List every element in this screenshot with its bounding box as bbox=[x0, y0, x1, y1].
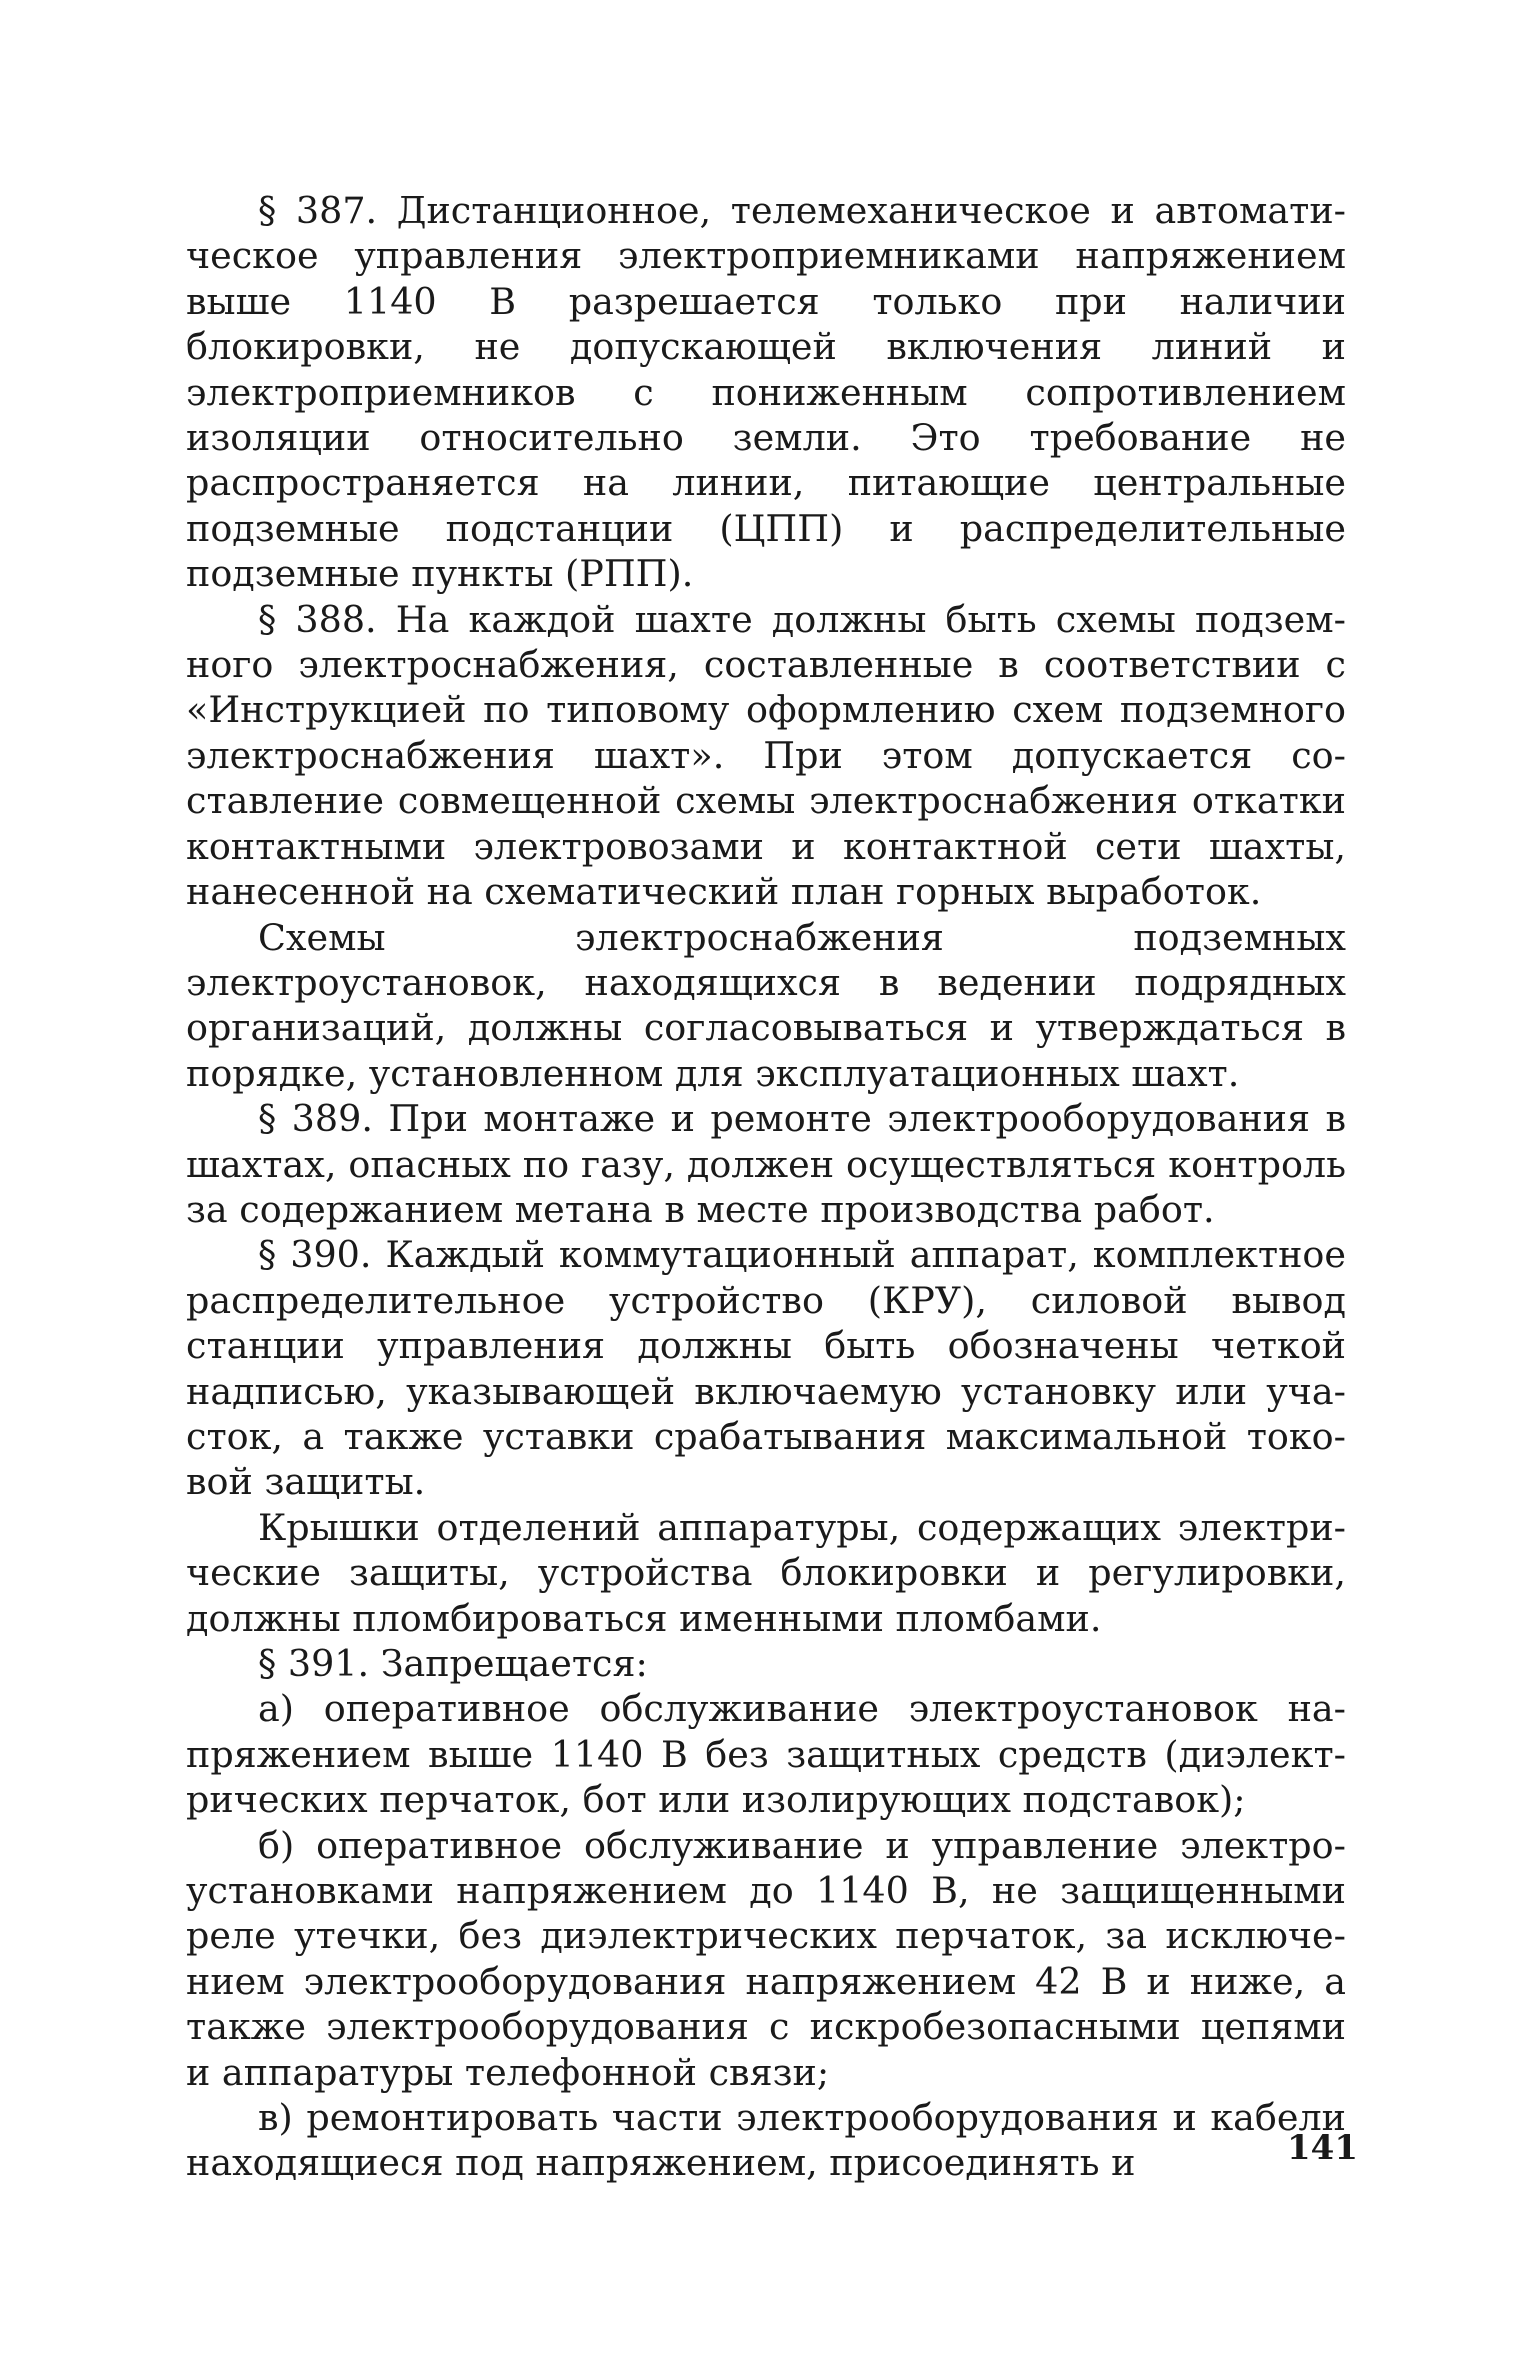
page-number: 141 bbox=[1287, 2128, 1358, 2168]
paragraph-390-covers: Крышки отделений аппаратуры, содержащих электрические защиты, устройства блокировки и регулировки, должны пломбироваться именными пломбами. bbox=[186, 1505, 1346, 1640]
paragraph-390: § 390. Каждый коммутационный аппарат, комплектное распределительное устройство (КРУ), силовой вывод станции управления должны быть обозначены четкой надписью, указывающей включаемую установку или участок, а также уставки срабатывания максимальной токовой защиты. bbox=[186, 1233, 1346, 1504]
list-item-v: в) ремонтировать части электрооборудования и кабели находящиеся под напряжением, присоединять и bbox=[186, 2096, 1346, 2185]
page-body bbox=[186, 188, 1346, 2186]
paragraph-391: § 391. Запрещается: bbox=[258, 1642, 648, 1685]
list-item-a: а) оперативное обслуживание электроустановок напряжением выше 1140 В без защитных средств (диэлектрических перчаток, бот или изолирующих подставок); bbox=[186, 1687, 1346, 1822]
paragraph-388: § 388. На каждой шахте должны быть схемы подземного электроснабжения, составленные в соответствии с «Инструкцией по типовому оформлению схем подземного электроснабжения шахт». При этом допускается составление совмещенной схемы электроснабжения откатки контактными электровозами и контактной сети шахты, нанесенной на схематический план горных выработок. bbox=[186, 597, 1346, 914]
paragraph-389: § 389. При монтаже и ремонте электрооборудования в шахтах, опасных по газу, должен осуществляться контроль за содержанием метана в месте производства работ. bbox=[186, 1097, 1346, 1231]
paragraph-387: § 387. Дистанционное, телемеханическое и автоматическое управления электроприемниками напряжением выше 1140 В разрешается только при наличии блокировки, не допускающей включения линий и электроприемников с пониженным сопротивлением изоляции относительно земли. Это требование не распространяется на линии, питающие центральные подземные подстанции (ЦПП) и распределительные подземные пункты (РПП). bbox=[186, 189, 1346, 596]
paragraph-388-schemes: Схемы электроснабжения подземных электроустановок, находящихся в ведении подрядных организаций, должны согласовываться и утверждаться в порядке, установленном для эксплуатационных шахт. bbox=[186, 915, 1346, 1095]
list-item-b: б) оперативное обслуживание и управление электроустановками напряжением до 1140 В, не защищенными реле утечки, без диэлектрических перчаток, за исключением электрооборудования напряжением 42 В и ниже, а также электрооборудования с искробезопасными цепями и аппаратуры телефонной связи; bbox=[186, 1823, 1346, 2094]
